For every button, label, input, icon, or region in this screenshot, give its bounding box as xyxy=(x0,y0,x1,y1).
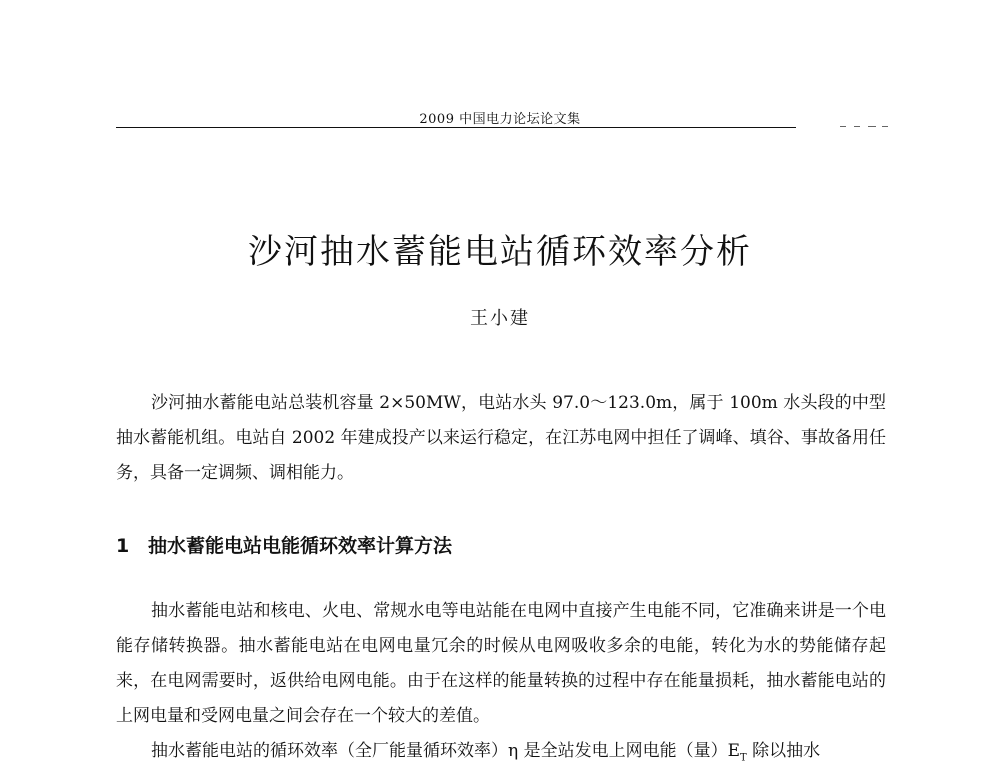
scan-mark xyxy=(840,126,890,128)
body-paragraph: 抽水蓄能电站和核电、火电、常规水电等电站能在电网中直接产生电能不同，它准确来讲是一个电能存储转换器。抽水蓄能电站在电网电量冗余的时候从电网吸收多余的电能，转化为水的势能储存起来，在电网需要时，返供给电网电能。由于在这样的能量转换的过程中存在能量损耗，抽水蓄能电站的上网电量和受网电量之间会存在一个较大的差值。 xyxy=(116,601,886,726)
header-rule xyxy=(116,127,796,128)
section-title: 抽水蓄能电站电能循环效率计算方法 xyxy=(148,535,453,557)
paragraph-text: 抽水蓄能电站的循环效率（全厂能量循环效率）η 是全站发电上网电能（量）E xyxy=(151,741,740,761)
running-header: 2009 中国电力论坛论文集 xyxy=(419,112,581,127)
section-number: 1 xyxy=(116,535,130,557)
paper-title: 沙河抽水蓄能电站循环效率分析 xyxy=(248,232,752,272)
body-paragraph-cutoff xyxy=(116,734,886,775)
abstract-paragraph: 沙河抽水蓄能电站总装机容量 2×50MW，电站水头 97.0～123.0m，属于 100m 水头段的中型抽水蓄能机组。电站自 2002 年建成投产以来运行稳定，在江苏电网中担任了调峰、填谷、事故备用任务，具备一定调频、调相能力。 xyxy=(116,393,886,483)
author-name: 王小建 xyxy=(470,308,530,329)
subscript: T xyxy=(740,752,747,764)
paragraph-text-end: 除以抽水 xyxy=(746,741,821,761)
section-heading xyxy=(116,531,452,558)
